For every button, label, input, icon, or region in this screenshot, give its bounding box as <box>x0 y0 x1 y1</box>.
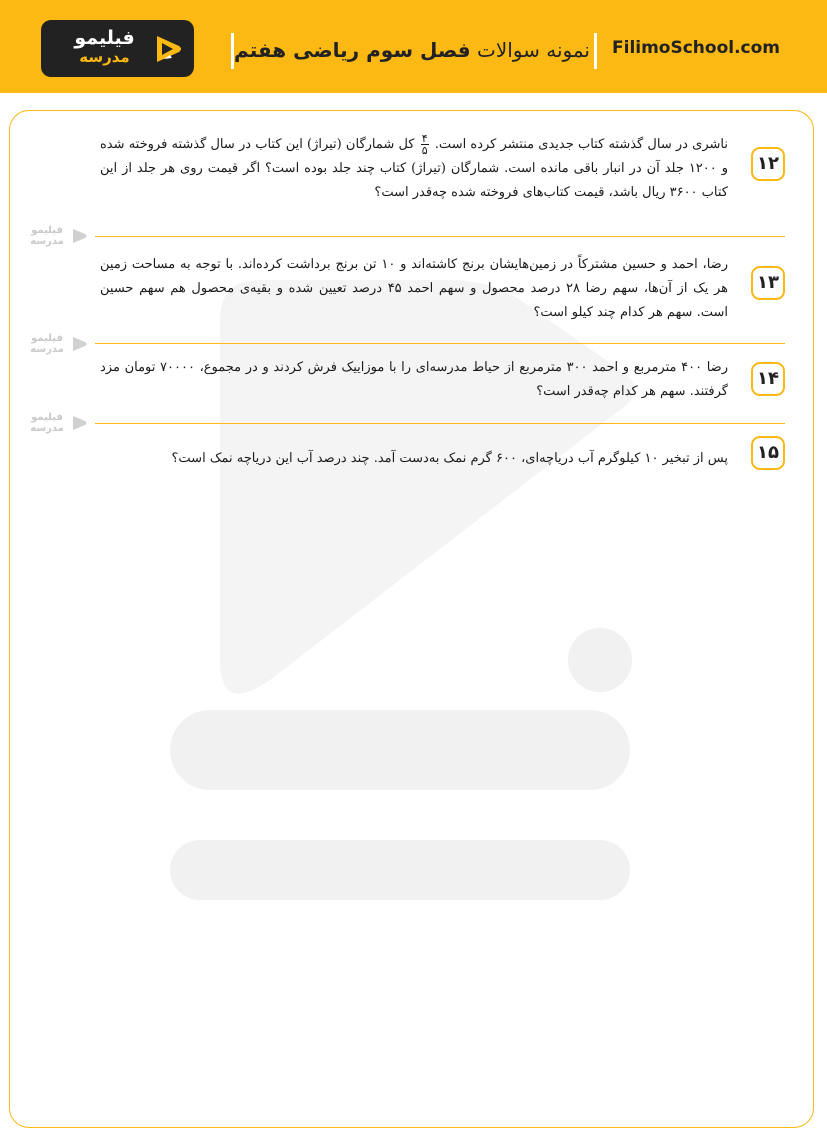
site-url[interactable]: FilimoSchool.com <box>612 38 781 58</box>
question-text-part: ناشری در سال گذشته کتاب جدیدی منتشر کرده است. <box>434 137 728 152</box>
question-divider <box>95 236 785 237</box>
side-watermark-text <box>27 412 67 434</box>
question-number: ۱۳ <box>751 266 785 300</box>
question-number: ۱۴ <box>751 362 785 396</box>
title-prefix: نمونه سوالات <box>477 38 590 62</box>
play-book-icon <box>71 227 89 245</box>
question-divider <box>95 423 785 424</box>
play-book-icon <box>71 335 89 353</box>
title-bold: فصل سوم ریاضی هفتم <box>234 38 471 62</box>
page-title <box>234 30 590 70</box>
question-text: پس از تبخیر ۱۰ کیلوگرم آب دریاچه‌ای، ۶۰۰ گرم نمک به‌دست آمد. چند درصد آب این دریاچه نمک است؟ <box>171 451 728 466</box>
side-watermark-logo <box>27 224 97 248</box>
side-watermark-text <box>27 333 67 355</box>
side-watermark-sub: مدرسه <box>30 344 64 355</box>
fraction-denominator: ۵ <box>421 144 428 157</box>
side-watermark-main: فیلیمو <box>31 412 63 423</box>
filimo-school-logo[interactable] <box>41 20 194 77</box>
side-watermark-main: فیلیمو <box>31 333 63 344</box>
play-book-icon <box>153 33 185 65</box>
question-divider <box>95 343 785 344</box>
side-watermark-sub: مدرسه <box>30 236 64 247</box>
question-number: ۱۵ <box>751 436 785 470</box>
side-watermark-logo <box>27 411 97 435</box>
logo-text <box>57 28 152 67</box>
side-watermark-logo <box>27 332 97 356</box>
side-watermark-main: فیلیمو <box>31 225 63 236</box>
question-number: ۱۲ <box>751 147 785 181</box>
question-text-part: کل شمارگان (تیراژ) این کتاب در سال گذشته فروخته شده و ۱۲۰۰ جلد آن در انبار باقی مانده است. شمارگان (تیراژ) کتاب چند جلد بوده است؟ اگر قیمت روی هر جلد از این کتاب ۳۶۰۰ ریال باشد، قیمت کتاب‌های فروخته شده چه‌قدر است؟ <box>100 137 728 200</box>
question-text <box>100 133 728 205</box>
question-text: رضا ۴۰۰ مترمربع و احمد ۳۰۰ مترمربع از حیاط مدرسه‌ای را با موزاییک فرش کردند و در مجموع، ۷۰۰۰۰ تومان مزد گرفتند. سهم هر کدام چه‌قدر است؟ <box>100 360 729 399</box>
page-header <box>0 0 827 93</box>
side-watermark-sub: مدرسه <box>30 423 64 434</box>
side-watermark-text <box>27 225 67 247</box>
play-book-icon <box>71 414 89 432</box>
title-divider-right <box>594 33 597 69</box>
logo-main-text: فیلیمو <box>74 27 135 49</box>
fraction-numerator: ۴ <box>421 132 428 145</box>
question-text: رضا، احمد و حسین مشترکاً در زمین‌هایشان برنج کاشته‌اند و ۱۰ تن برنج برداشت کرده‌اند. با توجه به مساحت زمین هر یک از آن‌ها، سهم رضا ۲۸ درصد محصول و سهم احمد ۴۵ درصد تعیین شده و بقیه‌ی محصول هم سهم حسین است. سهم هر کدام چند کیلو است؟ <box>100 257 728 320</box>
fraction <box>421 133 429 156</box>
logo-sub-text: مدرسه <box>79 48 130 66</box>
